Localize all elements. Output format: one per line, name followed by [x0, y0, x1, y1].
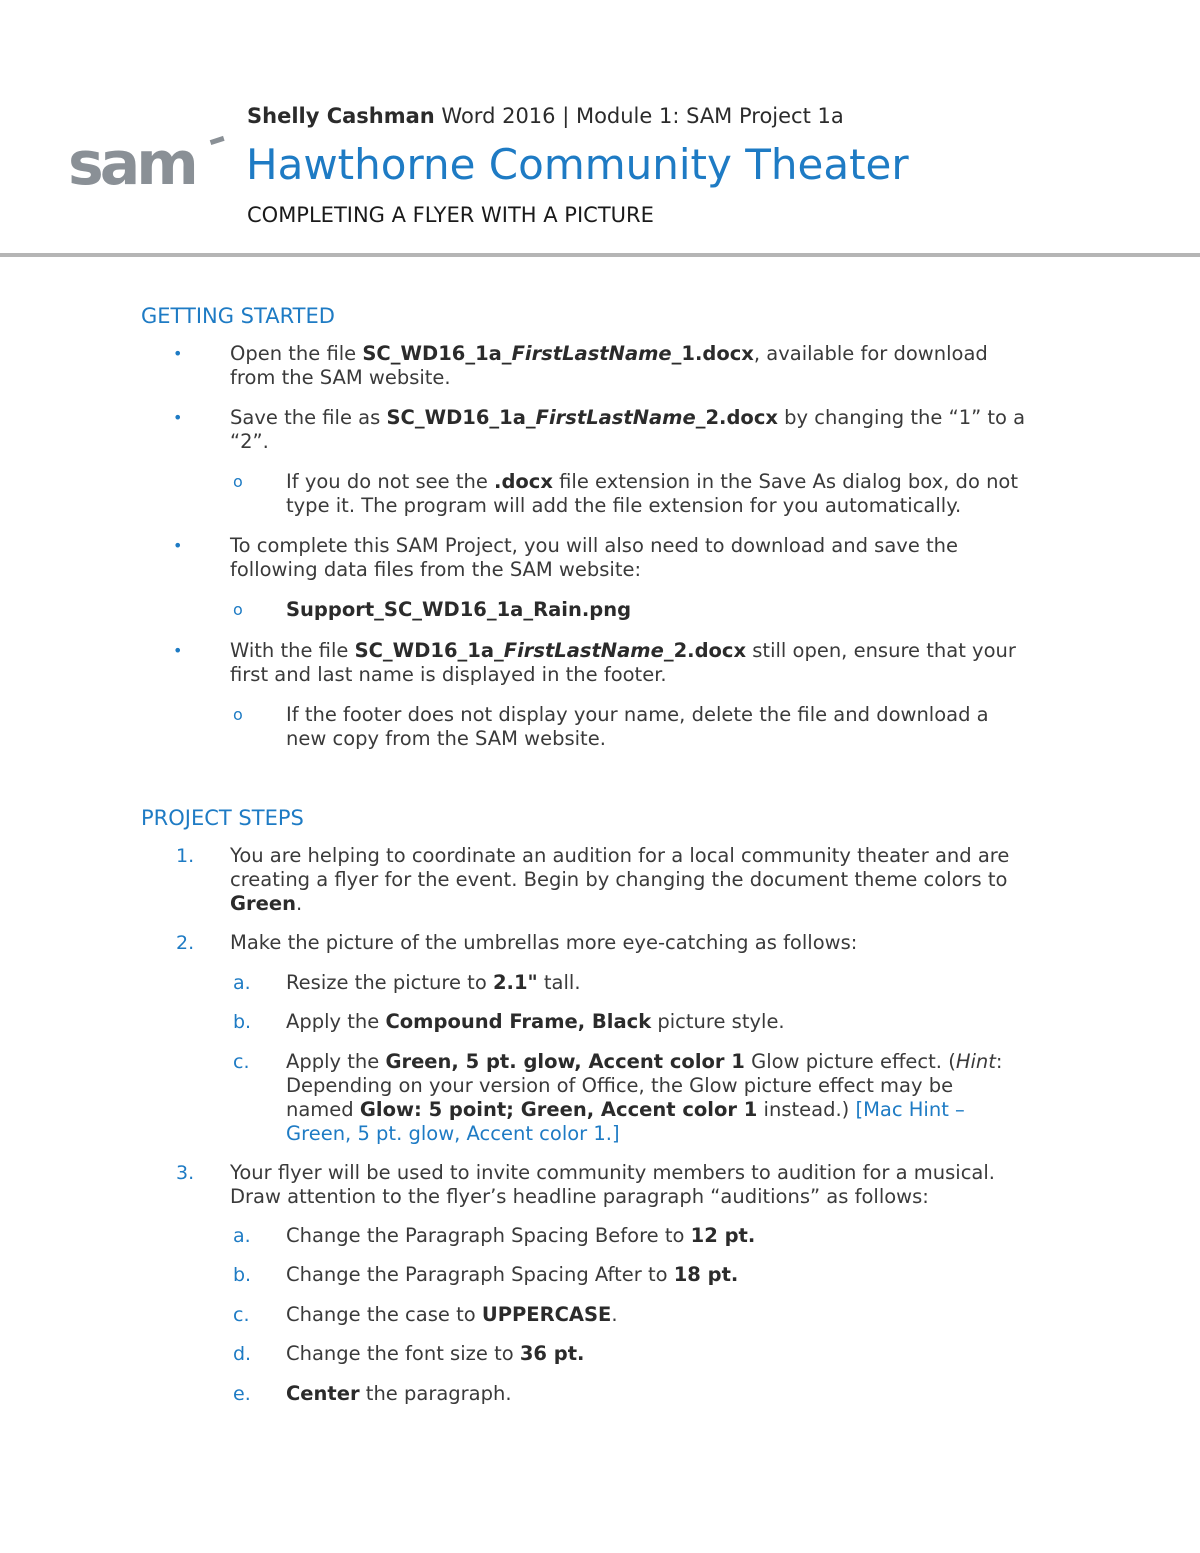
sub-step-item: Center the paragraph.	[286, 1382, 512, 1405]
list-item: To complete this SAM Project, you will also need to download and save the following data files from the SAM website:	[230, 534, 959, 581]
header-subtitle	[247, 104, 844, 128]
bullet-icon: •	[173, 536, 183, 555]
sub-bullet-icon: o	[233, 472, 243, 491]
step-item: Make the picture of the umbrellas more eye-catching as follows:	[230, 931, 858, 954]
step-item: Your flyer will be used to invite community members to audition for a musical. Draw attention to the flyer’s headline paragraph “auditions” as follows:	[230, 1161, 995, 1208]
list-item: Support_SC_WD16_1a_Rain.png	[286, 598, 632, 621]
sub-step-item: Apply the Green, 5 pt. glow, Accent color 1 Glow picture effect. (Hint: Depending on your version of Office, the Glow picture effect may be named Glow: 5 point; Green, Accent color 1 instead.) [Mac Hint – Green, 5 pt. glow, Accent color 1.]	[286, 1050, 1003, 1145]
list-item: If you do not see the .docx file extension in the Save As dialog box, do not type it. The program will add the file extension for you automatically.	[286, 470, 1019, 517]
step-number: 2.	[176, 932, 195, 954]
subtitle-brand: Shelly Cashman	[247, 104, 435, 128]
step-number: 3.	[176, 1162, 195, 1184]
mac-hint: [Mac Hint – Green, 5 pt. glow, Accent color 1.]	[286, 1098, 965, 1145]
project-steps-heading: PROJECT STEPS	[141, 806, 304, 830]
page-caption: COMPLETING A FLYER WITH A PICTURE	[247, 203, 654, 227]
sub-step-item: Change the Paragraph Spacing Before to 12 pt.	[286, 1224, 756, 1247]
sub-step-item: Change the font size to 36 pt.	[286, 1342, 585, 1365]
list-item: If the footer does not display your name, delete the file and download a new copy from the SAM website.	[286, 703, 989, 750]
sub-step-letter: d.	[233, 1343, 252, 1365]
bullet-icon: •	[173, 641, 183, 660]
sub-step-item: Resize the picture to 2.1" tall.	[286, 971, 581, 994]
header-divider	[0, 253, 1200, 257]
sub-step-letter: a.	[233, 972, 251, 994]
sub-step-item: Change the Paragraph Spacing After to 18 pt.	[286, 1263, 739, 1286]
sub-step-item: Apply the Compound Frame, Black picture style.	[286, 1010, 785, 1033]
document-header	[0, 0, 1200, 258]
list-item: With the file SC_WD16_1a_FirstLastName_2.docx still open, ensure that your first and last name is displayed in the footer.	[230, 639, 1016, 686]
bullet-icon: •	[173, 408, 183, 427]
sam-logo	[68, 128, 228, 192]
getting-started-heading: GETTING STARTED	[141, 304, 335, 328]
sam-logo-text: sam	[68, 129, 195, 192]
sub-step-letter: e.	[233, 1383, 251, 1405]
sub-step-letter: a.	[233, 1225, 251, 1247]
sub-step-item: Change the case to UPPERCASE.	[286, 1303, 618, 1326]
bullet-icon: •	[173, 344, 183, 363]
step-item: You are helping to coordinate an audition for a local community theater and are creating a flyer for the event. Begin by changing the document theme colors to Green.	[230, 844, 1010, 915]
step-number: 1.	[176, 845, 195, 867]
list-item: Save the file as SC_WD16_1a_FirstLastName_2.docx by changing the “1” to a “2”.	[230, 406, 1026, 453]
sub-bullet-icon: o	[233, 705, 243, 724]
sub-bullet-icon: o	[233, 600, 243, 619]
sub-step-letter: b.	[233, 1011, 252, 1033]
sub-step-letter: c.	[233, 1051, 250, 1073]
page-title: Hawthorne Community Theater	[246, 140, 909, 189]
sub-step-letter: b.	[233, 1264, 252, 1286]
sub-step-letter: c.	[233, 1304, 250, 1326]
list-item: Open the file SC_WD16_1a_FirstLastName_1.docx, available for download from the SAM website.	[230, 342, 988, 389]
subtitle-module: Word 2016 | Module 1: SAM Project 1a	[434, 104, 844, 128]
